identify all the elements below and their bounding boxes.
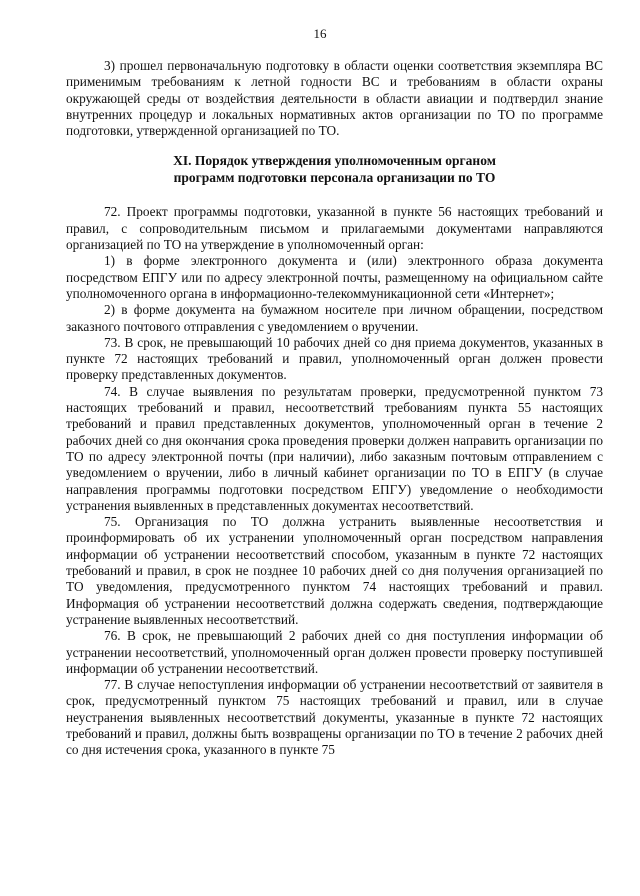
paragraph-72-item-1: 1) в форме электронного документа и (или) электронного образа документа посредством ЕПГУ или по адресу электронной почты, размещенному на официальном сайте уполномоченного органа в информационно-телекоммуникационной сети «Интернет»;: [66, 253, 603, 301]
paragraph-76: 76. В срок, не превышающий 2 рабочих дней со дня поступления информации об устранении несоответствий, уполномоченный орган должен провести проверку поступившей информации об устранении несоответствий.: [66, 628, 603, 676]
paragraph-72-item-2: 2) в форме документа на бумажном носителе при личном обращении, посредством заказного почтового отправления с уведомлением о вручении.: [66, 302, 603, 334]
paragraph-75: 75. Организация по ТО должна устранить выявленные несоответствия и проинформировать об их устранении уполномоченный орган посредством направления информации об устранении несоответствий способом, указанным в пункте 72 настоящих требований и правил, в срок не позднее 10 рабочих дней со дня получения организацией по ТО уведомления, предусмотренного пунктом 74 настоящих требований и правил. Информация об устранении несоответствий должна содержать сведения, подтверждающие устранение выявленных несоответствий.: [66, 514, 603, 627]
paragraph-item-3: 3) прошел первоначальную подготовку в области оценки соответствия экземпляра ВС применимым требованиям к летной годности ВС и требованиям в области охраны окружающей среды от воздействия деятельности в области авиации и подтвердил знание внутренних процедур и локальных нормативных актов организации по ТО по программе подготовки, утвержденной организацией по ТО.: [66, 58, 603, 139]
paragraph-74: 74. В случае выявления по результатам проверки, предусмотренной пунктом 73 настоящих требований и правил, несоответствий требованиям пункта 55 настоящих требований и правил представленных документов, уполномоченный орган в течение 2 рабочих дней со дня окончания срока проведения проверки должен направить организации по ТО по адресу электронной почты (при наличии), либо заказным почтовым отправлением с уведомлением о вручении, либо в личный кабинет организации по ТО в ЕПГУ (в случае направления программы подготовки посредством ЕПГУ) уведомление о необходимости устранения выявленных в представленных документах несоответствий.: [66, 383, 603, 513]
paragraph-72: 72. Проект программы подготовки, указанной в пункте 56 настоящих требований и правил, с сопроводительным письмом и прилагаемыми документами направляются организацией по ТО на утверждение в уполномоченный орган:: [66, 204, 603, 253]
paragraph-77: 77. В случае непоступления информации об устранении несоответствий от заявителя в срок, предусмотренный пунктом 75 настоящих требований и правил, или в случае неустранения выявленных несоответствий документы, указанные в пункте 72 настоящих требований и правил, должны быть возвращены организации по ТО в течение 2 рабочих дней со дня истечения срока, указанного в пункте 75: [66, 677, 603, 758]
document-body: [66, 58, 603, 759]
section-heading-line-2: программ подготовки персонала организации по ТО: [173, 169, 496, 185]
section-heading: [66, 153, 603, 186]
section-heading-line-1: XI. Порядок утверждения уполномоченным органом: [173, 153, 496, 169]
paragraph-73: 73. В срок, не превышающий 10 рабочих дней со дня приема документов, указанных в пункте 72 настоящих требований и правил, уполномоченный орган должен провести проверку представленных документов.: [66, 334, 603, 383]
page-number: 16: [313, 26, 327, 41]
